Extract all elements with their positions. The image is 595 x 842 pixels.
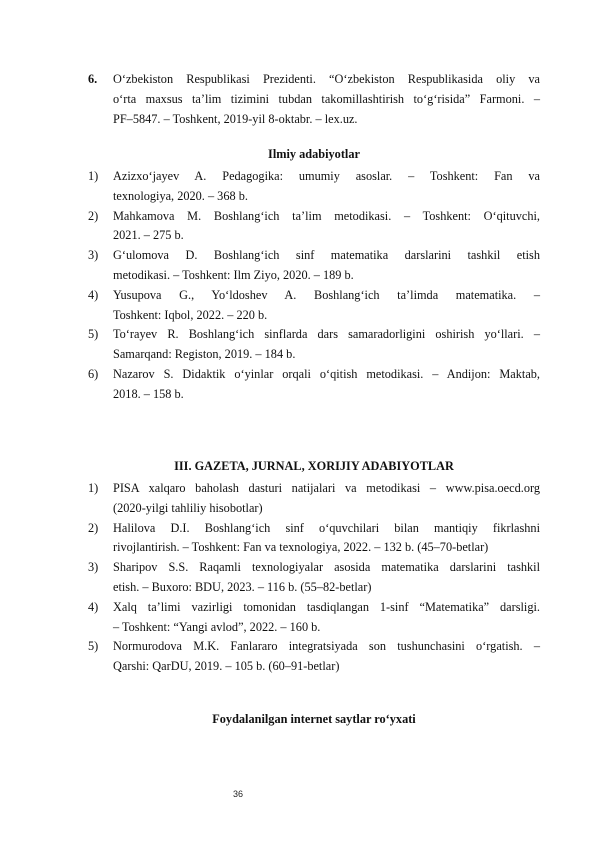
item-number: 6) xyxy=(88,366,99,381)
item-line: Samarqand: Registon, 2019. – 184 b. xyxy=(113,347,296,362)
item-line: 2021. – 275 b. xyxy=(113,228,184,243)
item-line: PF–5847. – Toshkent, 2019-yil 8-oktabr. – lex.uz. xyxy=(113,111,358,126)
reference-list-normative xyxy=(88,70,540,129)
list-item xyxy=(88,519,540,559)
item-line: Azizxo‘jayev A. Pedagogika: umumiy asoslar. – Toshkent: Fan va xyxy=(113,169,540,183)
item-line: Halilova D.I. Boshlang‘ich sinf o‘quvchilari bilan mantiqiy fikrlashni xyxy=(113,520,540,535)
page-number: 36 xyxy=(233,789,244,799)
list-item xyxy=(88,325,540,365)
section-heading-ilmiy: Ilmiy adabiyotlar xyxy=(268,147,360,161)
item-line: G‘ulomova D. Boshlang‘ich sinf matematika darslarini tashkil etish xyxy=(113,248,540,263)
item-number: 5) xyxy=(88,639,99,654)
list-item xyxy=(88,365,540,405)
item-line: Yusupova G., Yo‘ldoshev A. Boshlang‘ich ta’limda matematika. – xyxy=(113,287,540,302)
item-line: PISA xalqaro baholash dasturi natijalari va metodikasi – www.pisa.oecd.org xyxy=(113,481,540,495)
item-number: 2) xyxy=(88,520,99,535)
reference-list-gazeta xyxy=(88,479,540,677)
list-item xyxy=(88,207,540,247)
item-number: 2) xyxy=(88,208,99,223)
item-line: Nazarov S. Didaktik o‘yinlar orqali o‘qitish metodikasi. – Andijon: Maktab, xyxy=(113,366,540,381)
item-number: 5) xyxy=(88,327,99,342)
item-number: 3) xyxy=(88,560,99,575)
list-item xyxy=(88,558,540,598)
item-line: To‘rayev R. Boshlang‘ich sinflarda dars samaradorligini oshirish yo‘llari. – xyxy=(113,327,540,342)
item-line: Qarshi: QarDU, 2019. – 105 b. (60–91-betlar) xyxy=(113,659,340,674)
item-line: Normurodova M.K. Fanlararo integratsiyada son tushunchasini o‘rgatish. – xyxy=(113,639,540,654)
item-line: (2020-yilgi tahliliy hisobotlar) xyxy=(113,500,263,515)
list-item xyxy=(88,598,540,638)
item-line: Toshkent: Iqbol, 2022. – 220 b. xyxy=(113,307,268,322)
list-item xyxy=(88,479,540,519)
item-line: etish. – Buxoro: BDU, 2023. – 116 b. (55–82-betlar) xyxy=(113,579,372,594)
list-item xyxy=(88,637,540,677)
item-number: 4) xyxy=(88,599,99,614)
item-line: Mahkamova M. Boshlang‘ich ta’lim metodikasi. – Toshkent: O‘qituvchi, xyxy=(113,208,540,223)
item-line: o‘rta maxsus ta’lim tizimini tubdan takomillashtirish to‘g‘risida” Farmoni. – xyxy=(113,91,540,106)
item-number: 1) xyxy=(88,481,99,495)
item-line: 2018. – 158 b. xyxy=(113,386,184,401)
item-line: metodikasi. – Toshkent: Ilm Ziyo, 2020. – 189 b. xyxy=(113,267,354,282)
item-line: Sharipov S.S. Raqamli texnologiyalar asosida matematika darslarini tashkil xyxy=(113,560,540,575)
item-line: Xalq ta’limi vazirligi tomonidan tasdiqlangan 1-sinf “Matematika” darsligi. xyxy=(113,599,540,614)
item-line: O‘zbekiston Respublikasi Prezidenti. “O‘zbekiston Respublikasida oliy va xyxy=(113,72,540,86)
section-heading-internet: Foydalanilgan internet saytlar ro‘yxati xyxy=(212,712,416,726)
list-item xyxy=(88,246,540,286)
list-item xyxy=(88,70,540,129)
section-heading-gazeta: III. GAZETA, JURNAL, XORIJIY ADABIYOTLAR xyxy=(174,459,454,473)
reference-list-ilmiy xyxy=(88,167,540,405)
item-number: 6. xyxy=(88,72,98,86)
list-item xyxy=(88,167,540,207)
item-number: 4) xyxy=(88,287,99,302)
item-line: texnologiya, 2020. – 368 b. xyxy=(113,188,248,203)
item-line: – Toshkent: “Yangi avlod”, 2022. – 160 b. xyxy=(113,619,321,634)
item-number: 1) xyxy=(88,169,99,183)
list-item xyxy=(88,286,540,326)
item-number: 3) xyxy=(88,248,99,263)
item-line: rivojlantirish. – Toshkent: Fan va texnologiya, 2022. – 132 b. (45–70-betlar) xyxy=(113,540,489,555)
